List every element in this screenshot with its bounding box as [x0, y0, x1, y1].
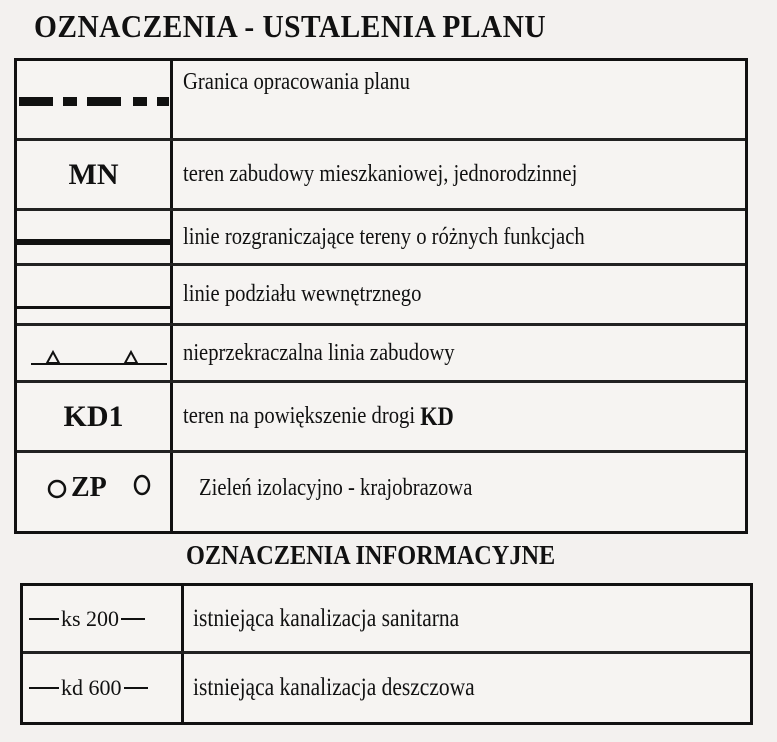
legend-symbol-kd1: KD1	[63, 399, 124, 433]
zp-symbol	[17, 453, 170, 531]
info-row-kd	[23, 654, 750, 722]
legend-desc-kd1	[183, 383, 661, 450]
informational-title: OZNACZENIA INFORMACYJNE	[186, 540, 556, 570]
legend-row-internal-lines	[17, 266, 745, 326]
legend-row-mn	[17, 141, 745, 211]
info-symbol-kd	[27, 654, 177, 722]
info-desc-kd: istniejąca kanalizacja deszczowa	[193, 674, 475, 701]
legend-desc-mn: teren zabudowy mieszkaniowej, jednorodzinnej	[183, 161, 578, 187]
legend-row-dividing-lines	[17, 211, 745, 266]
legend-symbol-mn: MN	[68, 157, 119, 191]
legend-desc-dividing-lines: linie rozgraniczające tereny o różnych funkcjach	[183, 223, 585, 250]
info-symbol-ks	[27, 586, 177, 651]
info-symbol-ks-label: ks 200	[61, 605, 120, 631]
legend-row-boundary	[17, 61, 745, 141]
legend-desc-kd1-text: teren na powiększenie drogi	[183, 403, 416, 429]
boundary-line-symbol	[17, 61, 170, 138]
informational-legend-table	[20, 583, 753, 725]
legend-row-kd1	[17, 383, 745, 453]
thick-line-symbol	[17, 211, 170, 263]
info-symbol-kd-label: kd 600	[61, 675, 122, 700]
info-desc-ks: istniejąca kanalizacja sanitarna	[193, 604, 460, 632]
info-row-ks	[23, 586, 750, 654]
legend-desc-zp: Zieleń izolacyjno - krajobrazowa	[199, 474, 473, 501]
legend-title: OZNACZENIA - USTALENIA PLANU	[34, 8, 547, 44]
legend-desc-internal-lines: linie podziału wewnętrznego	[183, 281, 422, 307]
legend-desc-boundary: Granica opracowania planu	[183, 69, 410, 95]
legend-row-building-line	[17, 326, 745, 383]
thin-line-symbol	[17, 266, 170, 323]
legend-symbol-zp: ZP	[71, 472, 107, 503]
legend-row-zp	[17, 453, 745, 531]
building-line-symbol	[17, 326, 170, 380]
legend-desc-kd1-bold: KD	[420, 401, 454, 431]
plan-legend-table	[14, 58, 748, 534]
legend-desc-building-line: nieprzekraczalna linia zabudowy	[183, 339, 455, 366]
